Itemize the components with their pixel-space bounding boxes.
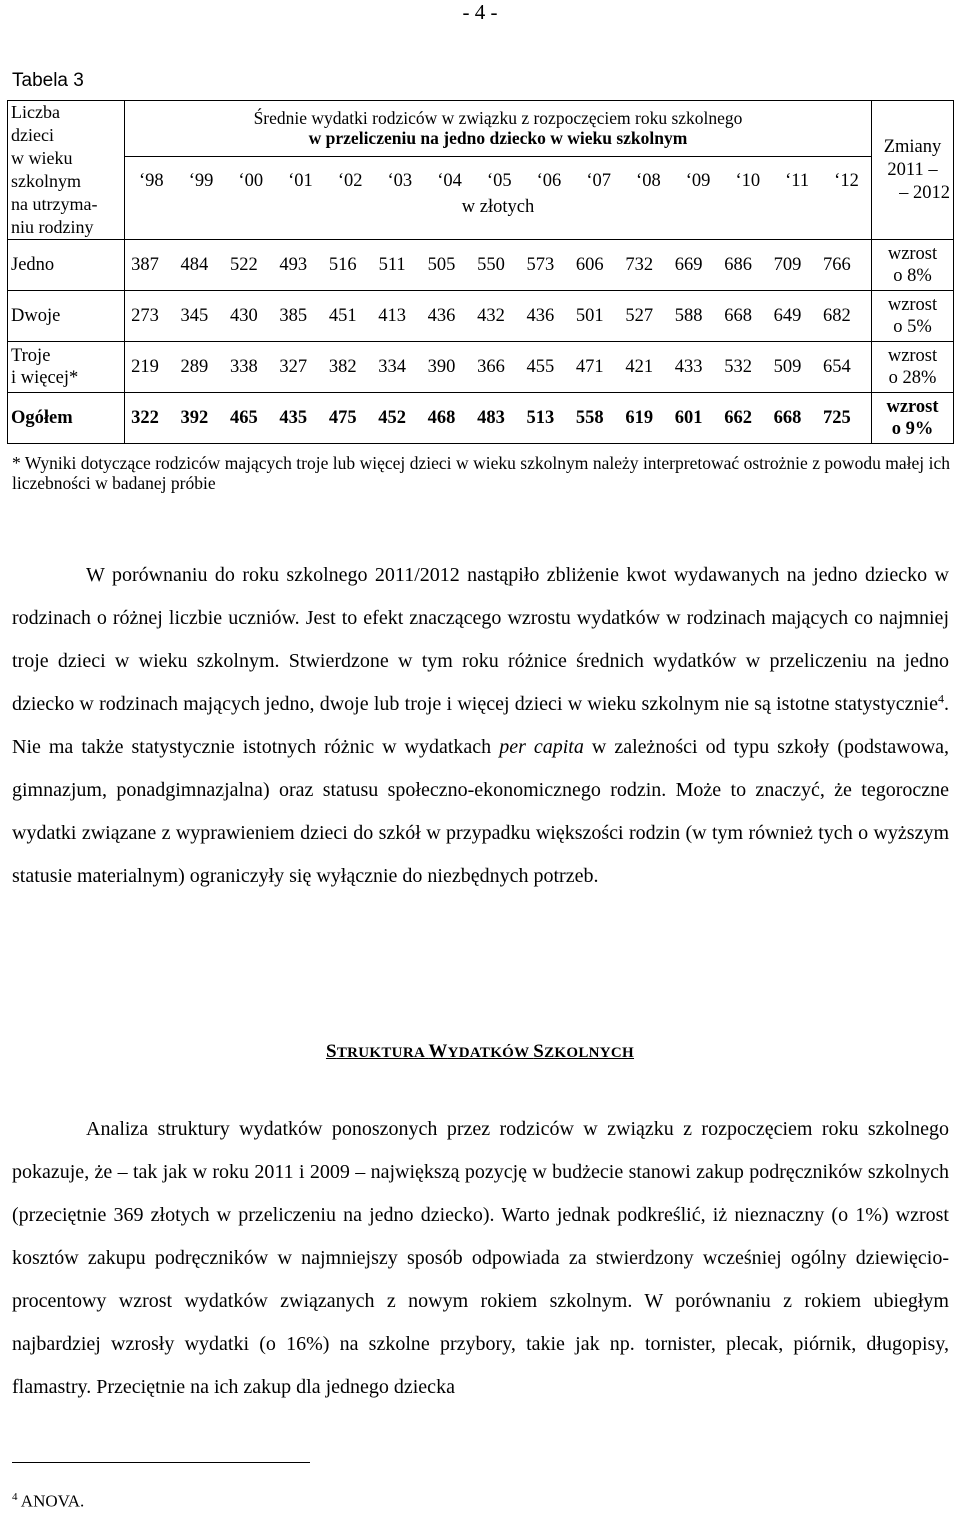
table-title-cell: [125, 101, 872, 157]
value-cell: 505: [427, 254, 456, 275]
page-number: - 4 -: [462, 0, 498, 24]
row-values-cell: [125, 291, 872, 342]
total-row: [8, 393, 954, 444]
page-footnote: [12, 1491, 84, 1512]
change-line: wzrost: [887, 346, 938, 366]
row-header-cell: [8, 101, 125, 240]
heading-cap: S: [325, 1041, 337, 1062]
row-header-line: szkolnym: [11, 171, 81, 191]
table-row: [8, 240, 954, 291]
value-cell: 436: [427, 305, 456, 326]
row-values-cell: [125, 240, 872, 291]
year-label: ‘08: [636, 170, 661, 191]
changes-header-line: Zmiany: [883, 136, 942, 157]
value-cell: 532: [724, 356, 752, 377]
paragraph-2: [12, 1108, 949, 1409]
expenses-table: [7, 100, 954, 444]
row-label: Ogółem: [8, 393, 125, 444]
row-label: [8, 342, 125, 393]
value-cell: 289: [180, 356, 209, 377]
footnote-reference: 4: [938, 691, 944, 706]
year-label: ‘09: [685, 170, 711, 191]
value-cell: 468: [427, 407, 456, 428]
value-cell: 338: [229, 356, 258, 377]
change-line: o 9%: [891, 419, 934, 439]
year-label: ‘12: [834, 170, 859, 191]
value-cell: 550: [477, 254, 505, 275]
value-cell: 709: [773, 254, 802, 275]
value-cell: 527: [625, 305, 654, 326]
row-label-line: Jedno: [11, 255, 55, 275]
year-label: ‘99: [188, 170, 214, 191]
table-title-line1: Średnie wydatki rodziców w związku z rozpoczęciem roku szkolnego: [253, 108, 743, 129]
heading-smallcaps: ZKOLNYCH: [544, 1045, 635, 1061]
table-title-line2: w przeliczeniu na jedno dziecko w wieku szkolnym: [308, 128, 688, 149]
value-cell: 452: [378, 407, 406, 428]
value-cell: 601: [674, 407, 703, 428]
value-cell: 390: [427, 356, 456, 377]
change-line: wzrost: [887, 244, 938, 264]
row-header-line: dzieci: [11, 125, 54, 145]
years-cell: [125, 156, 872, 239]
footnote-number: 4: [12, 1491, 18, 1503]
row-header-line: na utrzyma-: [11, 194, 98, 214]
year-label: ‘06: [536, 170, 562, 191]
value-cell: 413: [378, 305, 406, 326]
paragraph-1-text: W porównaniu do roku szkolnego 2011/2012 nastąpiło zbliżenie kwot wydawanych na jedno dziecko w rodzinach o różnej liczbie uczniów. Jest to efekt znaczącego wzrostu wydatków w rodzinach mających co najmniej troje dzieci w wieku szkolnym. Stwierdzone w tym roku różnice średnich wydatków w przeliczeniu na jedno dziecko w rodzinach mających jedno, dwoje lub troje i więcej dzieci w wieku szkolnym nie są istotne statystycznie: [12, 564, 949, 715]
value-cell: 588: [674, 305, 703, 326]
year-label: ‘07: [586, 170, 611, 191]
section-heading: [0, 1041, 960, 1063]
value-cell: 493: [279, 254, 308, 275]
change-line: wzrost: [887, 295, 938, 315]
year-label: ‘11: [785, 170, 810, 191]
changes-header-cell: [872, 101, 954, 240]
value-cell: 522: [229, 254, 258, 275]
year-label: ‘10: [735, 170, 761, 191]
row-header-line: niu rodziny: [11, 217, 94, 237]
value-cell: 432: [477, 305, 505, 326]
paragraph-1: [12, 554, 949, 898]
value-cell: 471: [575, 356, 604, 377]
change-line: o 8%: [893, 266, 932, 286]
italic-per-capita: per capita: [499, 736, 584, 758]
value-cell: 513: [526, 407, 555, 428]
value-cell: 511: [378, 254, 406, 275]
heading-smallcaps: TRUKTURA: [336, 1045, 429, 1061]
value-cell: 327: [279, 356, 308, 377]
value-cell: 334: [378, 356, 406, 377]
value-cell: 619: [625, 407, 654, 428]
row-values-cell: [125, 393, 872, 444]
row-label-line: i więcej*: [11, 368, 79, 388]
value-cell: 465: [229, 407, 258, 428]
value-cell: 732: [625, 254, 654, 275]
value-cell: 345: [180, 305, 209, 326]
change-cell: [872, 291, 954, 342]
value-cell: 573: [526, 254, 555, 275]
value-cell: 654: [823, 356, 851, 377]
changes-header-line: – 2012: [899, 182, 950, 203]
value-cell: 766: [823, 254, 851, 275]
value-cell: 435: [279, 407, 308, 428]
year-label: ‘04: [437, 170, 462, 191]
value-cell: 421: [625, 356, 654, 377]
value-cell: 501: [575, 305, 604, 326]
value-cell: 669: [674, 254, 703, 275]
paragraph-2-text: Analiza struktury wydatków ponoszonych przez rodziców w związku z rozpoczęciem roku szkolnego pokazuje, że – tak jak w roku 2011 i 2009 – największą pozycję w budżecie stanowi zakup podręczników szkolnych (przeciętnie 369 złotych w przeliczeniu na jedno dziecko). Warto jednak podkreślić, iż nieznaczny (o 1%) wzrost kosztów zakupu podręczników w najmniejszy sposób odpowiada za stwierdzony wcześniej ogólny dziewięcio-procentowy wzrost wydatków związanych z nowym rokiem szkolnym. W porównaniu z rokiem ubiegłym najbardziej wzrosły wydatki (o 16%) na szkolne przybory, takie jak np. tornister, plecak, piórnik, długopisy, flamastry. Przeciętnie na ich zakup dla jednego dziecka: [12, 1118, 949, 1398]
table-row: [8, 342, 954, 393]
value-cell: 387: [131, 254, 159, 275]
value-cell: 668: [724, 305, 752, 326]
value-cell: 392: [180, 407, 209, 428]
value-cell: 509: [773, 356, 802, 377]
value-cell: 219: [131, 356, 159, 377]
row-values-cell: [125, 342, 872, 393]
value-cell: 484: [180, 254, 209, 275]
year-label: ‘01: [288, 170, 313, 191]
changes-header-line: 2011 –: [887, 159, 938, 180]
heading-cap: S: [533, 1041, 545, 1062]
change-line: o 28%: [888, 368, 937, 388]
years-row: [125, 168, 871, 194]
footnote-rule: [12, 1462, 310, 1463]
value-cell: 682: [823, 305, 851, 326]
value-cell: 649: [773, 305, 802, 326]
value-cell: 273: [131, 305, 159, 326]
year-label: ‘02: [337, 170, 363, 191]
change-cell: [872, 240, 954, 291]
value-cell: 558: [575, 407, 604, 428]
value-cell: 662: [724, 407, 752, 428]
paragraph-1-text-cont: . Nie ma także statystycznie istotnych różnic w wydatkach: [12, 693, 949, 758]
value-cell: 668: [773, 407, 802, 428]
unit-label: w złotych: [461, 196, 535, 217]
year-label: ‘05: [486, 170, 512, 191]
table-caption: Tabela 3: [12, 70, 84, 91]
value-cell: 382: [328, 356, 357, 377]
year-label: ‘00: [238, 170, 264, 191]
table-row: [8, 291, 954, 342]
value-cell: 606: [575, 254, 604, 275]
value-cell: 322: [131, 407, 159, 428]
change-cell: [872, 393, 954, 444]
value-cell: 366: [477, 356, 505, 377]
year-label: ‘98: [139, 170, 164, 191]
value-cell: 516: [328, 254, 357, 275]
row-label-line: Troje: [11, 346, 51, 366]
value-cell: 475: [328, 407, 357, 428]
value-cell: 725: [823, 407, 851, 428]
value-cell: 436: [526, 305, 555, 326]
row-label: [8, 291, 125, 342]
paragraph-1-text-end: w zależności od typu szkoły (podstawowa, gimnazjum, ponadgimnazjalna) oraz statusu społeczno-ekonomicznego rodzin. Może to znaczyć, że tegoroczne wydatki związane z wyprawieniem dzieci do szkół w przypadku większości rodzin (w tym również tych o wyższym statusie materialnym) ograniczyły się wyłącznie do niezbędnych potrzeb.: [12, 736, 950, 887]
row-header-line: Liczba: [11, 102, 60, 122]
value-cell: 686: [724, 254, 752, 275]
value-cell: 430: [229, 305, 258, 326]
footnote-text: ANOVA.: [17, 1491, 85, 1511]
value-cell: 433: [674, 356, 703, 377]
value-cell: 483: [477, 407, 505, 428]
value-cell: 385: [279, 305, 308, 326]
row-header-line: w wieku: [11, 148, 73, 168]
heading-cap: W: [428, 1041, 448, 1062]
value-cell: 455: [526, 356, 555, 377]
row-label-line: Dwoje: [11, 306, 61, 326]
year-label: ‘03: [387, 170, 413, 191]
change-line: wzrost: [886, 397, 939, 417]
change-cell: [872, 342, 954, 393]
heading-smallcaps: YDATKÓW: [447, 1045, 534, 1061]
table-footnote: * Wyniki dotyczące rodziców mających troje lub więcej dzieci w wieku szkolnym należy interpretować ostrożnie z powodu małej ich liczebności w badanej próbie: [12, 453, 950, 493]
change-line: o 5%: [893, 317, 932, 337]
row-label: [8, 240, 125, 291]
value-cell: 451: [328, 305, 357, 326]
